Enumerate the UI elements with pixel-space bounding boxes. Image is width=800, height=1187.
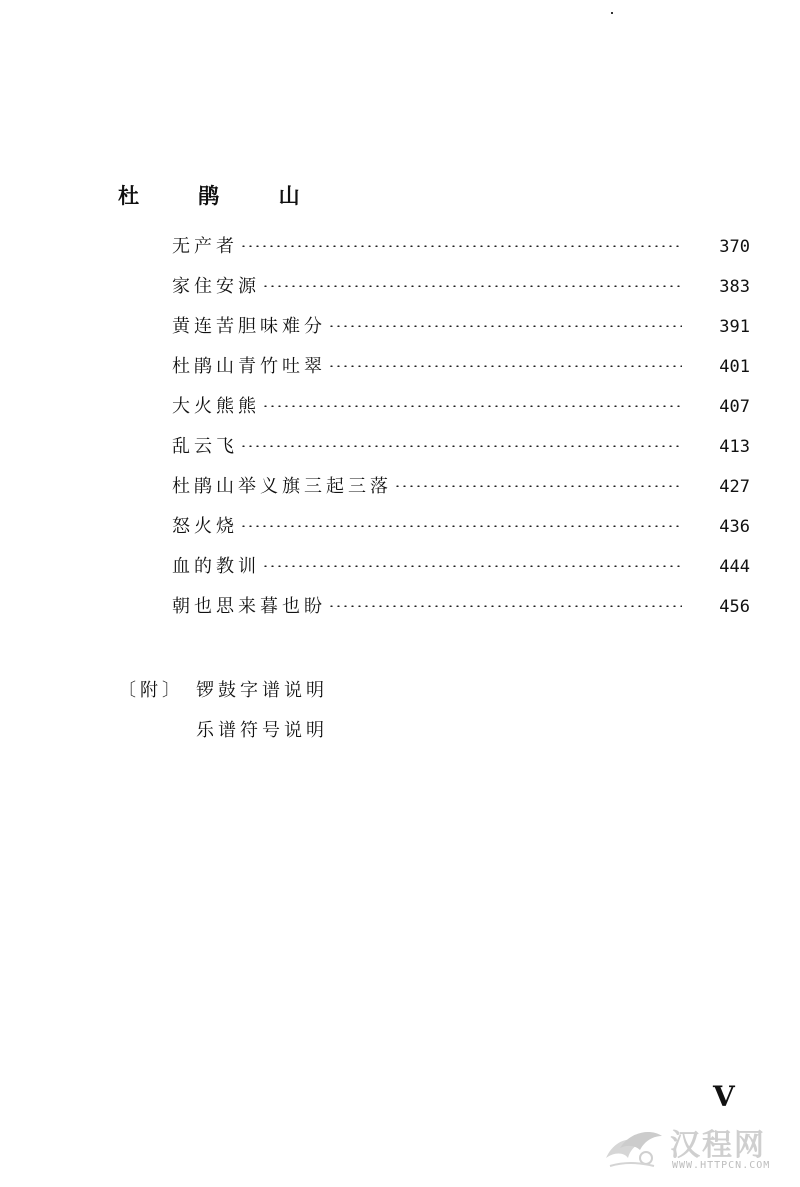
leader-dots — [328, 325, 682, 327]
leader-dots — [262, 565, 682, 567]
toc-entry-page: 436 — [719, 517, 750, 537]
toc-entry-page: 401 — [719, 357, 750, 377]
section-title: 杜 鹃 山 — [118, 184, 326, 208]
toc-entry-title: 乱云飞 — [172, 436, 238, 457]
leader-dots — [328, 365, 682, 367]
toc-entry-page: 370 — [719, 237, 750, 257]
toc-entry[interactable] — [172, 512, 750, 552]
appendix-item[interactable]: 乐谱符号说明 — [196, 720, 328, 741]
toc-entry-title: 无产者 — [172, 236, 238, 257]
toc-entry-page: 444 — [719, 557, 750, 577]
toc-entry[interactable] — [172, 232, 750, 272]
toc-entry-title: 杜鹃山举义旗三起三落 — [172, 476, 392, 497]
watermark-text: 汉程网 — [670, 1128, 766, 1163]
toc-entry[interactable] — [172, 272, 750, 312]
toc-entry-title: 血的教训 — [172, 556, 260, 577]
appendix-item[interactable]: 锣鼓字谱说明 — [196, 680, 328, 701]
toc-entry[interactable] — [172, 552, 750, 592]
toc-entry-page: 456 — [719, 597, 750, 617]
table-of-contents — [172, 232, 750, 632]
watermark-logo-icon — [600, 1118, 666, 1172]
leader-dots — [240, 245, 682, 247]
toc-entry-page: 427 — [719, 477, 750, 497]
toc-entry-title: 黄连苦胆味难分 — [172, 316, 326, 337]
appendix-label: 〔附〕 — [118, 680, 184, 701]
toc-entry-title: 杜鹃山青竹吐翠 — [172, 356, 326, 377]
toc-entry[interactable] — [172, 352, 750, 392]
toc-entry[interactable] — [172, 472, 750, 512]
leader-dots — [328, 605, 682, 607]
toc-entry[interactable] — [172, 392, 750, 432]
toc-entry-page: 407 — [719, 397, 750, 417]
toc-entry-page: 391 — [719, 317, 750, 337]
watermark-url: WWW.HTTPCN.COM — [672, 1160, 771, 1171]
leader-dots — [240, 445, 682, 447]
toc-entry-title: 怒火烧 — [172, 516, 238, 537]
toc-entry[interactable] — [172, 312, 750, 352]
scan-speck — [611, 12, 613, 14]
leader-dots — [240, 525, 682, 527]
toc-entry-title: 朝也思来暮也盼 — [172, 596, 326, 617]
watermark — [600, 1118, 790, 1176]
leader-dots — [262, 285, 682, 287]
leader-dots — [394, 485, 682, 487]
leader-dots — [262, 405, 682, 407]
toc-entry-page: 413 — [719, 437, 750, 457]
toc-entry[interactable] — [172, 592, 750, 632]
toc-entry-title: 家住安源 — [172, 276, 260, 297]
toc-entry[interactable] — [172, 432, 750, 472]
toc-entry-page: 383 — [719, 277, 750, 297]
toc-entry-title: 大火熊熊 — [172, 396, 260, 417]
page-numeral: V — [713, 1080, 735, 1113]
